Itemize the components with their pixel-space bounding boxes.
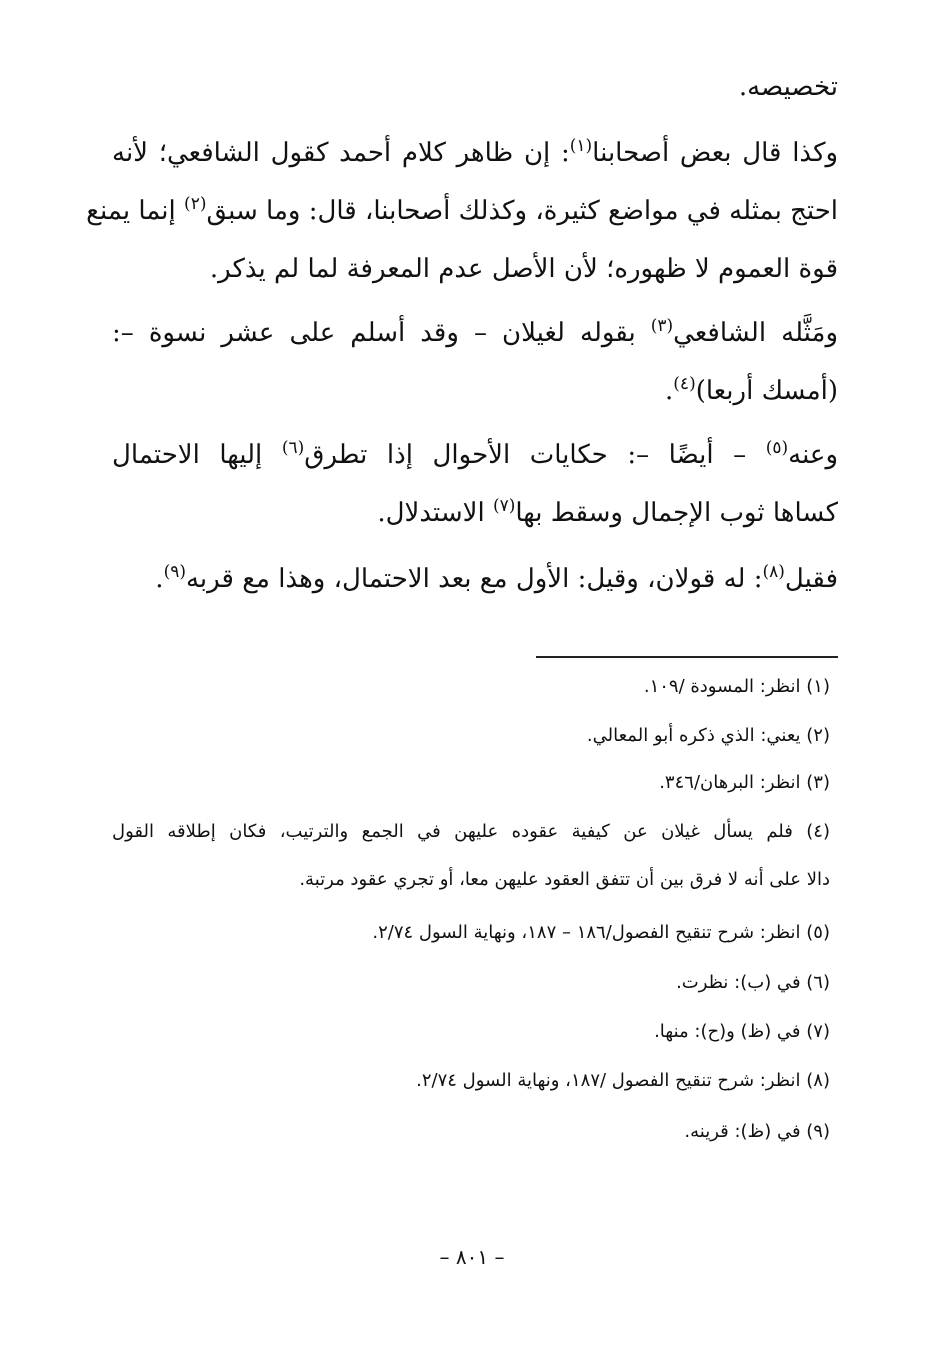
footnote-5: [372, 918, 830, 948]
footnote-ref: (١): [569, 136, 593, 156]
footnote-4-line-2: [299, 865, 830, 895]
text-fragment: : إن ظاهر كلام أحمد كقول الشافعي؛ لأنه: [112, 138, 570, 168]
text-fragment: كساها ثوب الإجمال وسقط بها: [515, 498, 838, 528]
footnote-8: [416, 1066, 830, 1096]
footnote-text: دالا على أنه لا فرق بين أن تتفق العقود عليهن معا، أو تجري عقود مرتبة.: [299, 869, 830, 890]
footnote-text: (٣) انظر: البرهان/٣٤٦.: [659, 772, 830, 793]
text-fragment: : له قولان، وقيل: الأول مع بعد الاحتمال، وهذا مع قربه: [185, 564, 763, 594]
footnote-2: [587, 721, 830, 751]
footnote-text: (٨) انظر: شرح تنقيح الفصول /١٨٧، ونهاية السول ٢/٧٤.: [416, 1070, 830, 1091]
footnote-text: (٧) في (ظ) و(ح): منها.: [654, 1021, 830, 1042]
text-fragment: تخصيصه.: [738, 72, 838, 102]
footnote-1: [644, 672, 830, 702]
footnote-6: [676, 968, 830, 998]
footnote-text: (٩) في (ظ): قرينه.: [684, 1121, 830, 1142]
text-fragment: بقوله لغيلان – وقد أسلم على عشر نسوة –:: [112, 318, 651, 348]
footnote-text: (٤) فلم يسأل غيلان عن كيفية عقوده عليهن في الجمع والترتيب، فكان إطلاقه القول: [112, 821, 830, 842]
paragraph-3-line-2: [377, 484, 838, 545]
text-fragment: احتج بمثله في مواضع كثيرة، وكذلك أصحابنا، قال: وما سبق: [206, 196, 838, 226]
paragraph-3-line-1: [112, 426, 838, 487]
footnote-text: (٢) يعني: الذي ذكره أبو المعالي.: [586, 725, 830, 746]
text-fragment: .: [665, 376, 674, 406]
footnote-9: [684, 1117, 830, 1147]
text-fragment: إليها الاحتمال: [112, 440, 282, 470]
paragraph-1-line-3: [210, 240, 838, 298]
paragraph-4-line-1: [155, 550, 838, 611]
footnote-ref: (٦): [281, 438, 305, 458]
paragraph-0-line-1: [739, 58, 838, 116]
text-fragment: قوة العموم لا ظهوره؛ لأن الأصل عدم المعرفة لما لم يذكر.: [209, 254, 838, 284]
footnote-3: [659, 768, 830, 798]
footnote-ref: (٧): [492, 496, 516, 516]
text-fragment: ومَثَّله الشافعي: [673, 318, 839, 348]
text-fragment: الاستدلال.: [377, 498, 493, 528]
footnote-separator: [536, 656, 838, 658]
paragraph-1-line-1: [112, 124, 838, 185]
footnote-ref: (٤): [673, 374, 696, 394]
footnote-ref: (٨): [762, 562, 785, 582]
text-fragment: وكذا قال بعض أصحابنا: [592, 138, 839, 168]
text-fragment: إنما يمنع: [86, 196, 185, 226]
paragraph-1-line-2: [86, 182, 838, 243]
text-fragment: .: [155, 564, 164, 594]
footnote-ref: (٢): [184, 194, 207, 214]
paragraph-2-line-1: [112, 304, 838, 365]
footnote-4-line-1: [112, 817, 830, 847]
footnote-ref: (٣): [650, 316, 674, 336]
footnote-text: (٦) في (ب): نظرت.: [676, 972, 830, 993]
footnote-ref: (٩): [163, 562, 186, 582]
footnote-text: (٥) انظر: شرح تنقيح الفصول/١٨٦ – ١٨٧، ونهاية السول ٢/٧٤.: [372, 922, 830, 943]
footnote-text: (١) انظر: المسودة /١٠٩.: [643, 676, 830, 697]
text-fragment: فقيل: [784, 564, 838, 594]
footnote-7: [654, 1017, 830, 1047]
paragraph-2-line-2: [665, 362, 838, 423]
text-fragment: وعنه: [788, 440, 838, 470]
text-fragment: – أيضًا –: حكايات الأحوال إذا تطرق: [304, 440, 766, 470]
text-fragment: (أمسك أربعا): [695, 376, 838, 406]
page-number: – ٨٠١ –: [439, 1245, 505, 1269]
footnote-ref: (٥): [765, 438, 789, 458]
